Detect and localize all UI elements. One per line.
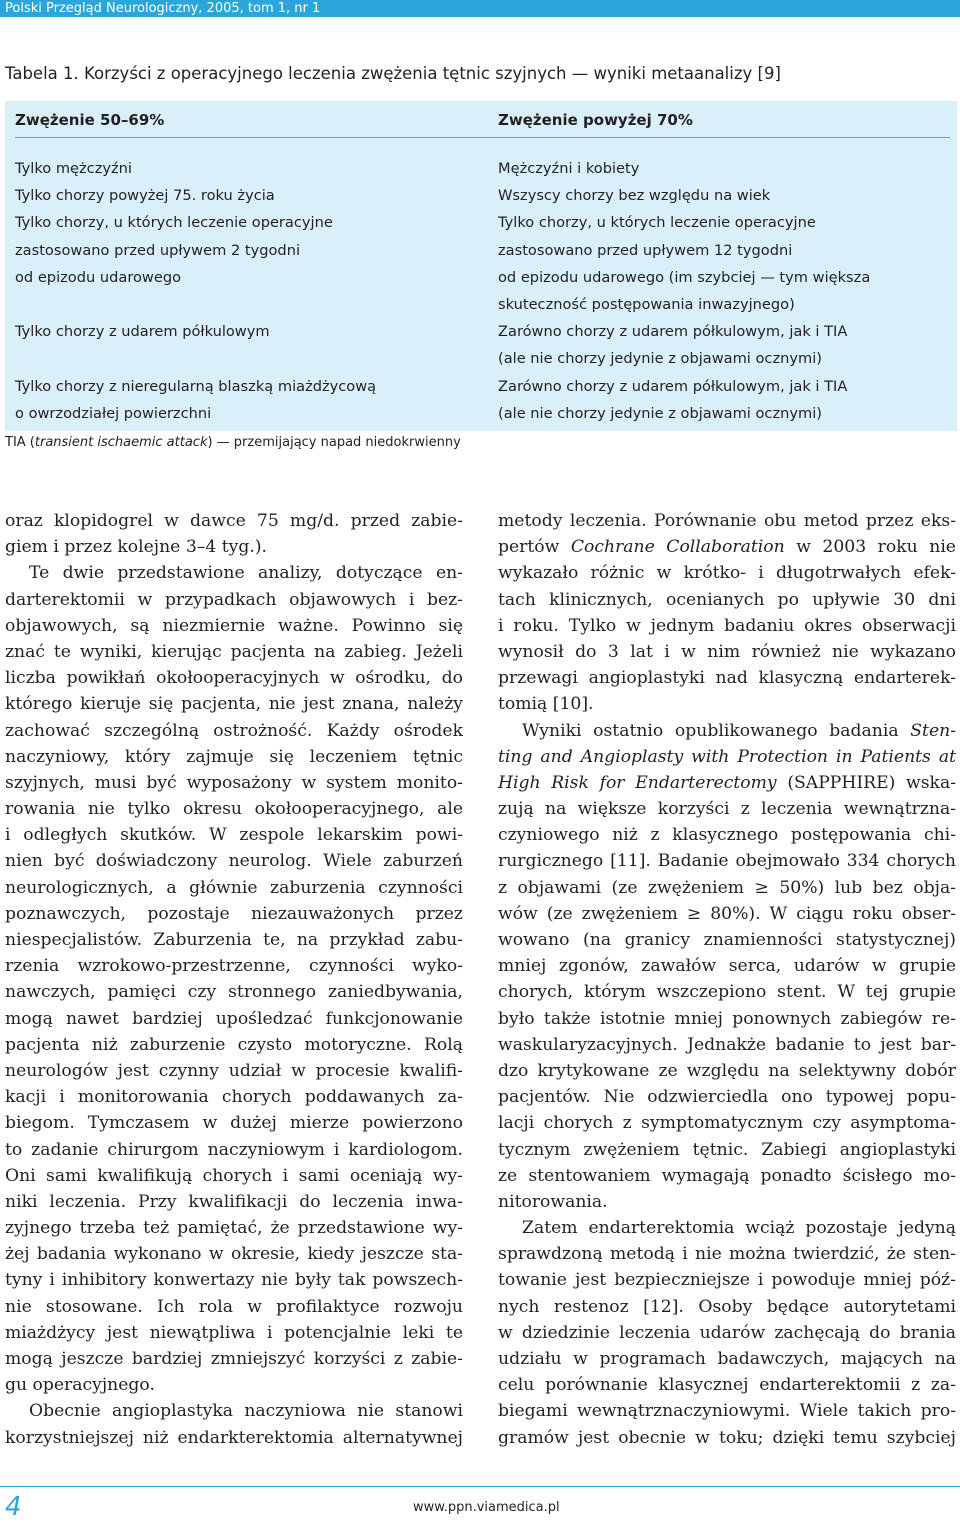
text-line: Obecnie angioplastyka naczyniowa nie stanowi: [29, 1401, 463, 1422]
table-column-50-69: [15, 155, 376, 427]
table-header-stenosis-over-70: Zwężenie powyżej 70%: [498, 111, 693, 129]
text-line: ting and Angioplasty with Protection in Patients at: [498, 746, 956, 767]
text-line: chorych, którym wszczepiono stent. W tej grupie: [498, 982, 956, 1003]
table-cell-line: Tylko mężczyźni: [15, 160, 132, 177]
text-line: wów (ze zwężeniem ≥ 80%). W ciągu roku obser-: [498, 903, 956, 924]
text-line: biegami wewnątrznaczyniowymi. Wiele takich pro-: [498, 1401, 956, 1422]
text-line: nitorowania.: [498, 1191, 608, 1212]
text-line: miażdżycy jest niewątpliwa i potencjalnie leki te: [5, 1322, 463, 1343]
text-line: przewagi angioplastyki nad klasyczną endarterek-: [498, 668, 956, 689]
text-line: giem i przez kolejne 3–4 tyg.).: [5, 537, 268, 558]
text-line: nawczych, pamięci czy stronnego zaniedbywania,: [5, 982, 463, 1003]
text-line: Oni sami kwalifikują chorych i sami oceniają wy-: [5, 1165, 463, 1186]
table-cell-line: skuteczność postępowania inwazyjnego): [498, 295, 795, 313]
text-line: korzystniejszej niż endarkterektomia alternatywnej: [5, 1427, 463, 1448]
table-cell-line: [15, 345, 376, 372]
table-cell-line: Tylko chorzy, u których leczenie operacyjne: [15, 214, 333, 232]
text-line: sprawdzoną metodą i nie można twierdzić, że sten-: [498, 1244, 956, 1265]
text-line: nych restenoz [12]. Osoby będące autorytetami: [498, 1296, 956, 1317]
text-line: darterektomii w przypadkach objawowych i bez-: [5, 589, 463, 610]
text-line: mogą nawet bardziej upośledzać funkcjonowanie: [5, 1008, 463, 1029]
text-line: ze stentowaniem wymagają ponadto ścisłego mo-: [498, 1165, 956, 1186]
table-cell-line: o owrzodziałej powierzchni: [15, 404, 212, 422]
text-line: żej badania wykonano w okresie, kiedy jeszcze sta-: [5, 1244, 463, 1265]
text-line: nie stosowane. Ich rola w profilaktyce rozwoju: [5, 1296, 463, 1317]
journal-header-bar: [0, 0, 960, 17]
text-line: Wyniki ostatnio opublikowanego badania Sten-: [522, 720, 956, 741]
text-line: którego kieruje się pacjenta, nie jest znana, należy: [5, 694, 463, 715]
text-line: gramów jest obecnie w toku; dzięki temu szybciej: [498, 1427, 956, 1448]
text-line: rurgicznego [11]. Badanie obejmowało 334 chorych: [498, 851, 956, 872]
text-line: dzo krytykowane ze względu na selektywny dobór: [498, 1060, 956, 1081]
text-line: tomią [10].: [498, 694, 594, 715]
page-number: 4: [5, 1492, 22, 1522]
table-header-stenosis-50-69: Zwężenie 50–69%: [15, 111, 165, 129]
text-line: znać te wyniki, kierując pacjenta na zabieg. Jeżeli: [5, 641, 463, 662]
text-line: mogą jeszcze bardziej zmniejszyć korzyści z zabie-: [5, 1349, 463, 1369]
text-line: i odległych skutków. W zespole lekarskim powi-: [5, 825, 463, 846]
text-line: Te dwie przedstawione analizy, dotyczące en-: [29, 563, 463, 584]
text-line: rzenia wzrokowo-przestrzenne, czynności wyko-: [5, 956, 463, 977]
body-text-right-column: [498, 508, 956, 1451]
text-line: wykazało różnic w krótko- i długotrwałych efek-: [498, 563, 956, 584]
text-line: celu porównanie klasycznej endarterektomii z za-: [498, 1375, 956, 1396]
table-1: [5, 101, 957, 431]
footer-rule: [0, 1486, 960, 1487]
text-line: kacji i monitorowania chorych poddawanych za-: [5, 1087, 463, 1108]
text-line: udziału w programach badawczych, mających na: [498, 1349, 956, 1369]
table-header: [5, 101, 957, 137]
journal-website: www.ppn.viamedica.pl: [413, 1500, 560, 1515]
table-cell-line: od epizodu udarowego (im szybciej — tym większa: [498, 268, 871, 286]
text-line: objawowych, są niezmiernie ważne. Powinno się: [5, 615, 463, 636]
text-line: to zadanie chirurgom naczyniowym i kardiologom.: [5, 1139, 463, 1160]
footnote-definition: ) — przemijający napad niedokrwienny: [207, 435, 461, 450]
text-line: Zatem endarterektomia wciąż pozostaje jedyną: [522, 1218, 956, 1239]
text-line: biegom. Tymczasem w dużej mierze powierzono: [5, 1113, 463, 1134]
text-line: oraz klopidogrel w dawce 75 mg/d. przed zabie-: [5, 511, 463, 531]
table-cell-line: Wszyscy chorzy bez względu na wiek: [498, 187, 771, 205]
text-line: niespecjalistów. Zaburzenia te, na przykład zabu-: [5, 930, 463, 950]
table-column-over-70: [498, 155, 870, 427]
text-line: zachować szczególną ostrożność. Każdy ośrodek: [5, 720, 463, 741]
text-line: niki leczenia. Przy kwalifikacji do leczenia inwa-: [5, 1191, 463, 1212]
text-line: mniej zgonów, zawałów serca, udarów w grupie: [498, 956, 956, 977]
table-cell-line: (ale nie chorzy jedynie z objawami ocznymi): [498, 404, 822, 422]
text-line: tycznym zwężeniem tętnic. Zabiegi angioplastyki: [498, 1139, 956, 1160]
text-line: w dziedzinie leczenia udarów zachęcają do brania: [498, 1322, 956, 1343]
text-line: neurologów jest czynny udział w procesie kwalifi-: [5, 1060, 463, 1081]
table-title: Tabela 1. Korzyści z operacyjnego leczenia zwężenia tętnic szyjnych — wyniki metaanalizy [9]: [5, 64, 781, 83]
text-line: lacji chorych z symptomatycznym czy asymptoma-: [498, 1113, 956, 1134]
footnote-expansion: transient ischaemic attack: [34, 435, 208, 450]
text-line: z objawami (ze zwężeniem ≥ 50%) lub bez obja-: [498, 877, 956, 898]
table-cell-line: [15, 291, 376, 318]
journal-name: Polski Przegląd Neurologiczny, 2005, tom 1, nr 1: [5, 1, 321, 16]
text-line: towanie jest bezpieczniejsze i powoduje mniej póź-: [498, 1270, 956, 1291]
table-footnote: [5, 434, 461, 452]
table-cell-line: Tylko chorzy powyżej 75. roku życia: [15, 187, 275, 205]
text-line: metody leczenia. Porównanie obu metod przez eks-: [498, 511, 956, 531]
text-line: pacjentów. Nie odzwierciedla ono typowej popu-: [498, 1087, 956, 1108]
text-line: tach klinicznych, ocenianych po upływie 30 dni: [498, 589, 956, 610]
text-line: pertów Cochrane Collaboration w 2003 roku nie: [498, 537, 956, 558]
table-header-rule: [15, 137, 950, 138]
table-cell-line: Zarówno chorzy z udarem półkulowym, jak i TIA: [498, 323, 848, 341]
text-line: nien być doświadczony neurolog. Wiele zaburzeń: [5, 851, 463, 872]
text-line: wowano (na granicy znamienności statystycznej): [498, 930, 956, 950]
text-line: zyjnego trzeba też pamiętać, że przedstawione wy-: [5, 1218, 463, 1239]
text-line: szyjnych, musi być wyposażony w system monito-: [5, 772, 463, 793]
text-line: było także istotnie mniej ponownych zabiegów re-: [498, 1008, 956, 1029]
table-cell-line: zastosowano przed upływem 12 tygodni: [498, 241, 793, 259]
text-line: poznawczych, pozostaje niezauważonych przez: [5, 903, 463, 924]
text-line: pacjenta niż zaburzenie czysto motoryczne. Rolą: [5, 1034, 463, 1055]
table-cell-line: od epizodu udarowego: [15, 268, 182, 286]
text-line: rowania nie tylko okresu okołooperacyjnego, ale: [5, 799, 463, 820]
table-cell-line: (ale nie chorzy jedynie z objawami ocznymi): [498, 350, 822, 368]
text-line: gu operacyjnego.: [5, 1375, 155, 1396]
text-line: High Risk for Endarterectomy (SAPPHIRE) wska-: [498, 772, 956, 793]
table-cell-line: Mężczyźni i kobiety: [498, 160, 640, 177]
table-cell-line: Tylko chorzy z udarem półkulowym: [15, 323, 270, 341]
text-line: neurologicznych, a głównie zaburzenia czynności: [5, 877, 463, 898]
text-line: wynosił do 3 lat i w nim również nie wykazano: [498, 641, 956, 662]
text-line: liczba powikłań okołooperacyjnych w ośrodku, do: [5, 668, 463, 689]
footnote-abbr: TIA (: [5, 435, 35, 450]
table-cell-line: zastosowano przed upływem 2 tygodni: [15, 241, 300, 259]
text-line: zują na większe korzyści z leczenia wewnątrzna-: [498, 799, 956, 820]
text-line: czyniowego niż z klasycznego postępowania chi-: [498, 825, 956, 846]
text-line: tyny i inhibitory konwertazy nie były tak powszech-: [5, 1270, 463, 1291]
table-cell-line: Tylko chorzy z nieregularną blaszką miażdżycową: [15, 377, 377, 395]
text-line: naczyniowy, który zajmuje się leczeniem tętnic: [5, 746, 463, 767]
text-line: i roku. Tylko w jednym badaniu okres obserwacji: [498, 615, 956, 636]
table-cell-line: Zarówno chorzy z udarem półkulowym, jak i TIA: [498, 377, 848, 395]
body-text-left-column: [5, 508, 463, 1451]
text-line: waskularyzacyjnych. Jednakże badanie to jest bar-: [498, 1034, 956, 1055]
table-cell-line: Tylko chorzy, u których leczenie operacyjne: [498, 214, 816, 232]
